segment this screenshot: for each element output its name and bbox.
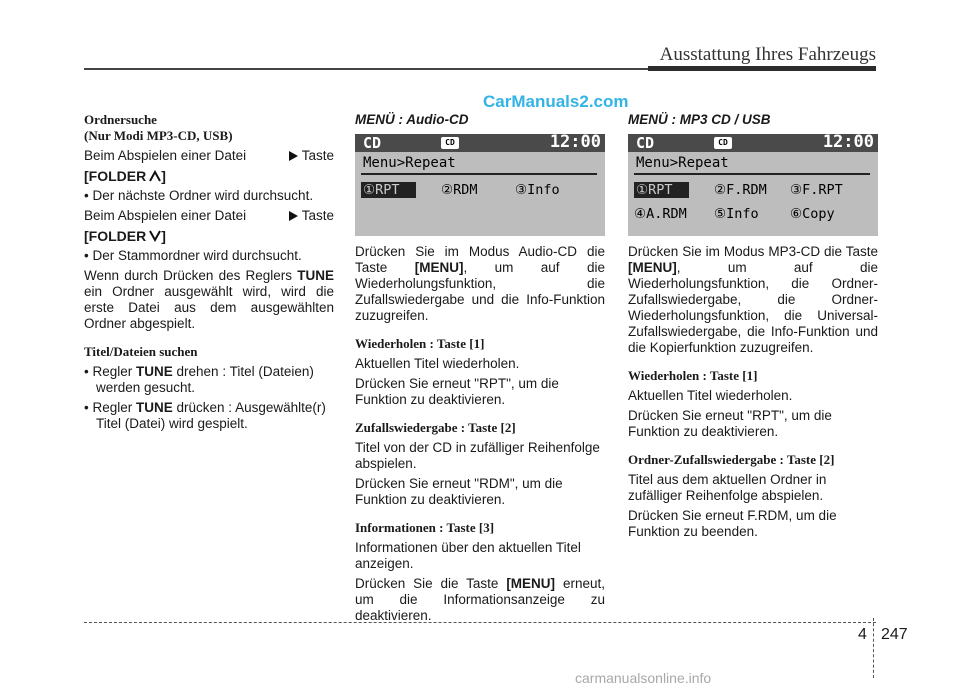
play-arrow-icon <box>289 211 298 221</box>
screen-clock: 12:00 <box>549 132 601 152</box>
menu-heading-audio-cd: MENÜ : Audio-CD <box>355 112 469 127</box>
menu-heading-mp3: MENÜ : MP3 CD / USB <box>628 112 771 127</box>
header-accent-bar <box>648 66 876 71</box>
header-title: Ausstattung Ihres Fahrzeugs <box>659 44 876 65</box>
footer-rule <box>84 622 876 623</box>
text-folder-random-2: Drücken Sie erneut F.RDM, um die Funktion zu beenden. <box>628 508 837 539</box>
column-audio-cd-menu <box>355 112 605 628</box>
text-repeat-2: Drücken Sie erneut "RPT", um die Funktion zu deaktivieren. <box>355 376 559 407</box>
chapter-number: 4 <box>858 626 867 643</box>
screen-menu-path: Menu>Repeat <box>363 155 456 171</box>
screen-mode: CD <box>363 134 382 152</box>
text-info-1: Informationen über den aktuellen Titel anzeigen. <box>355 540 581 571</box>
text: Beim Abspielen einer Datei <box>84 208 247 223</box>
key-bracket: ] <box>161 168 166 184</box>
bullet-tune-turn <box>84 364 334 396</box>
menu-key: [MENU] <box>506 576 556 591</box>
text: erneut, um die Informationsanzeige zu deaktivieren. <box>355 576 605 623</box>
text: • Regler <box>84 364 133 379</box>
text: Taste <box>301 208 334 223</box>
screen-option-frdm: ②F.RDM <box>714 182 767 198</box>
screen-divider <box>634 173 870 175</box>
footer-separator <box>873 618 874 678</box>
paragraph-audio-cd-intro <box>355 244 605 324</box>
cd-icon: CD <box>714 137 732 149</box>
column-mp3-menu <box>628 112 878 544</box>
text: Drücken Sie im Modus Audio-CD die Taste <box>355 244 605 275</box>
heading-random: Zufallswiedergabe : Taste [2] <box>355 420 516 435</box>
heading-folder-random: Ordner-Zufallswiedergabe : Taste [2] <box>628 452 835 467</box>
text: Wenn durch Drücken des Reglers <box>84 268 293 283</box>
bullet-root-folder: • Der Stammordner wird durchsucht. <box>84 248 302 263</box>
menu-key: [MENU] <box>628 260 677 275</box>
screen-menu-path: Menu>Repeat <box>636 155 729 171</box>
text: drehen : Titel (Dateien) werden gesucht. <box>96 364 314 395</box>
bullet-tune-press <box>84 400 334 432</box>
footer-watermark: carmanualsonline.info <box>575 670 712 686</box>
heading-line-2: (Nur Modi MP3-CD, USB) <box>84 128 233 143</box>
play-arrow-icon <box>289 151 298 161</box>
text: , um auf die Wiederholungsfunktion, die Zufallswiedergabe und die Info-Funktion zuzugreifen. <box>355 260 605 323</box>
heading-line-1: Ordnersuche <box>84 112 157 127</box>
screen-option-info: ⑤Info <box>714 206 759 222</box>
heading-repeat: Wiederholen : Taste [1] <box>628 368 758 383</box>
key-label: [FOLDER <box>84 228 147 244</box>
paragraph-play-file-up <box>84 148 334 164</box>
text: Beim Abspielen einer Datei <box>84 148 247 163</box>
column-folder-search <box>84 112 334 436</box>
text-folder-random-1: Titel aus dem aktuellen Ordner in zufälliger Reihenfolge abspielen. <box>628 472 827 503</box>
menu-key: [MENU] <box>414 260 464 275</box>
heading-track-search: Titel/Dateien suchen <box>84 344 198 359</box>
heading-info: Informationen : Taste [3] <box>355 520 495 535</box>
screen-option-rpt: ①RPT <box>634 182 689 198</box>
paragraph-play-file-down <box>84 208 334 224</box>
text-info-2 <box>355 576 605 624</box>
screen-mode: CD <box>636 134 655 152</box>
screen-clock: 12:00 <box>822 132 874 152</box>
display-screen-audio-cd <box>355 134 605 236</box>
page-number: 247 <box>881 626 908 643</box>
display-screen-mp3 <box>628 134 878 236</box>
bullet-next-folder: • Der nächste Ordner wird durchsucht. <box>84 188 314 203</box>
paragraph-mp3-intro <box>628 244 878 356</box>
tune-key: TUNE <box>136 364 173 379</box>
tune-key: TUNE <box>136 400 173 415</box>
text-random-1: Titel von der CD in zufälliger Reihenfolge abspielen. <box>355 440 600 471</box>
screen-option-ardm: ④A.RDM <box>634 206 687 222</box>
text-repeat-1: Aktuellen Titel wiederholen. <box>355 356 520 371</box>
screen-option-rdm: ②RDM <box>441 182 478 198</box>
watermark-logo: CarManuals2.com <box>483 92 629 111</box>
text-random-2: Drücken Sie erneut "RDM", um die Funktion zu deaktivieren. <box>355 476 563 507</box>
screen-option-rpt: ①RPT <box>361 182 416 198</box>
screen-option-info: ③Info <box>515 182 560 198</box>
text-repeat-1: Aktuellen Titel wiederholen. <box>628 388 793 403</box>
text: Drücken Sie im Modus MP3-CD die Taste <box>628 244 878 259</box>
text: • Regler <box>84 400 133 415</box>
key-folder-down <box>84 228 334 244</box>
screen-divider <box>361 173 597 175</box>
key-label: [FOLDER <box>84 168 147 184</box>
key-folder-up <box>84 168 334 184</box>
text: , um auf die Wiederholungsfunktion, die Ordner-Zufallswiedergabe, die Ordner-Wiederholungsfunktion, die Universal-Zufallswiedergabe, die Info-Funktion und die Kopierfunktion zuzugreifen. <box>628 260 878 355</box>
screen-option-frpt: ③F.RPT <box>790 182 843 198</box>
heading-repeat: Wiederholen : Taste [1] <box>355 336 485 351</box>
text: ein Ordner ausgewählt wird, wird die erste Datei aus dem ausgewählten Ordner abgespielt. <box>84 284 334 331</box>
paragraph-tune-select <box>84 268 334 332</box>
chevron-down-icon <box>149 230 161 242</box>
screen-option-copy: ⑥Copy <box>790 206 835 222</box>
text: Drücken Sie die Taste <box>355 576 499 591</box>
tune-key: TUNE <box>297 268 334 283</box>
text: drücken : Ausgewählte(r) Titel (Datei) wird gespielt. <box>96 400 326 431</box>
cd-icon: CD <box>441 137 459 149</box>
text: Taste <box>301 148 334 163</box>
text-repeat-2: Drücken Sie erneut "RPT", um die Funktion zu deaktivieren. <box>628 408 832 439</box>
key-bracket: ] <box>161 228 166 244</box>
heading-folder-search <box>84 112 334 144</box>
chevron-up-icon <box>149 170 161 182</box>
